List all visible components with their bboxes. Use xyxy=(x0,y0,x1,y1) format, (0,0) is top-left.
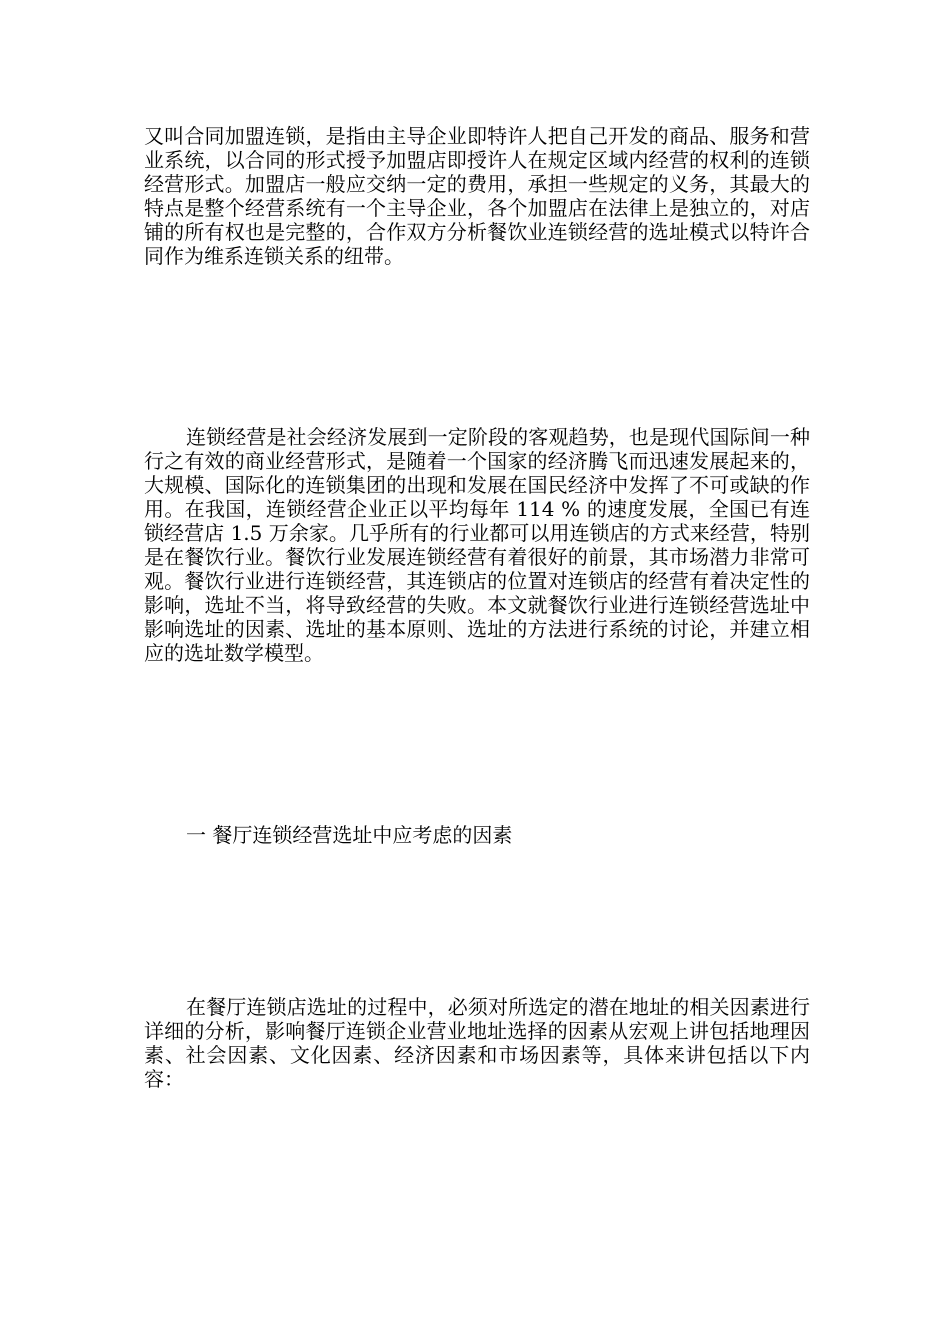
paragraph-site-factors: 在餐厅连锁店选址的过程中，必须对所选定的潜在地址的相关因素进行详细的分析，影响餐厅连锁企业营业地址选择的因素从宏观上讲包括地理因素、社会因素、文化因素、经济因素和市场因素等，具体来讲包括以下内容： xyxy=(144,995,810,1091)
section-heading: 一 餐厅连锁经营选址中应考虑的因素 xyxy=(186,823,513,847)
paragraph-franchise-definition: 又叫合同加盟连锁，是指由主导企业即特许人把自己开发的商品、服务和营业系统，以合同的形式授予加盟店即授许人在规定区域内经营的权利的连锁经营形式。加盟店一般应交纳一定的费用，承担一些规定的义务，其最大的特点是整个经营系统有一个主导企业，各个加盟店在法律上是独立的，对店铺的所有权也是完整的，合作双方分析餐饮业连锁经营的选址模式以特许合同作为维系连锁关系的纽带。 xyxy=(144,124,810,268)
paragraph-chain-introduction: 连锁经营是社会经济发展到一定阶段的客观趋势，也是现代国际间一种行之有效的商业经营形式，是随着一个国家的经济腾飞而迅速发展起来的，大规模、国际化的连锁集团的出现和发展在国民经济中发挥了不可或缺的作用。在我国，连锁经营企业正以平均每年 114 % 的速度发展，全国已有连锁经营店 1.5 万余家。几乎所有的行业都可以用连锁店的方式来经营，特别是在餐饮行业。餐饮行业发展连锁经营有着很好的前景，其市场潜力非常可观。餐饮行业进行连锁经营，其连锁店的位置对连锁店的经营有着决定性的影响，选址不当，将导致经营的失败。本文就餐饮行业进行连锁经营选址中影响选址的因素、选址的基本原则、选址的方法进行系统的讨论，并建立相应的选址数学模型。 xyxy=(144,425,810,665)
